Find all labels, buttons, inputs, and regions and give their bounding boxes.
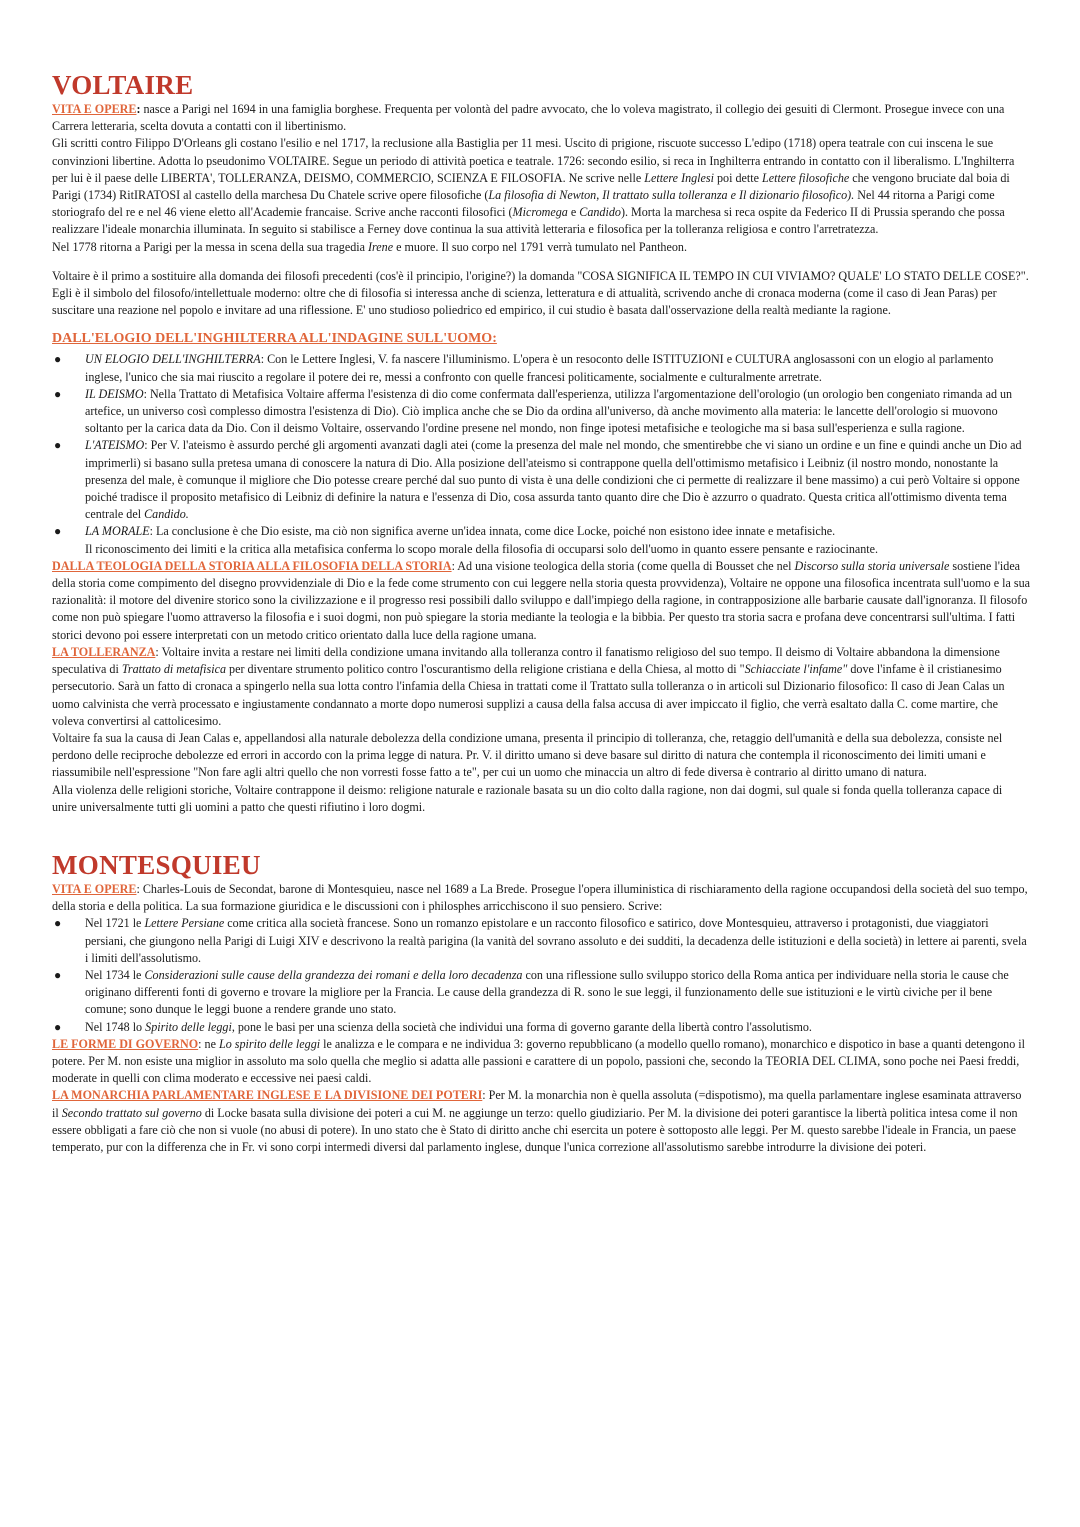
voltaire-vita-p1: VITA E OPERE: nasce a Parigi nel 1694 in una famiglia borghese. Frequenta per volontà del padre avvocato, che lo voleva magistrato, il collegio dei gesuiti di Clermont. Prosegue invece con una Carrera letteraria, scelta dovuta a contatti con il libertinismo. [52, 102, 1005, 134]
montesquieu-monarchia: LA MONARCHIA PARLAMENTARE INGLESE E LA DIVISIONE DEI POTERI: Per M. la monarchia non è quella assoluta (=dispotismo), ma quella parlamentare inglese esaminata attraverso il Secondo trattato sul governo di Locke basata sulla divisione dei poteri a cui M. ne aggiunge un terzo: quello giudiziario. Per M. la divisione dei poteri garantisce la libertà politica intesa come il non essere obbligati a fare ciò che non si vuole (no abusi di potere). In uno stato che è Stato di diritto anche chi esercita un potere è sottoposto alle leggi. Per M. questo sarebbe l'ideale in Francia, un paese temperato, pur con la differenza che in Fr. vi sono corpi intermedi diversi dal parlamento inglese, dunque l'unica correzione all'assolutismo sarebbe introdurre la divisione dei poteri. [52, 1088, 1022, 1154]
list-item: ● Nel 1734 le Considerazioni sulle cause della grandezza dei romani e della loro decadenza con una riflessione sullo sviluppo storico della Roma antica per individuare nella storia le cause che originano differenti fonti di governo e trovare la migliore per la Francia. Le cause della grandezza di R. sono le sue leggi, il funzionamento delle sue istituzioni e le virtù civiche per il bene comune; sono dunque le leggi buone a rendere grande uno stato. [54, 967, 1009, 1017]
montesquieu-forme: LE FORME DI GOVERNO: ne Lo spirito delle leggi le analizza e le compara e ne individua 3: governo repubblicano (a modello quello romano), monarchico e dispotico in base a quanti detengono il potere. Per M. non esiste una miglior in assoluto ma solo quella che meglio si adatta alle passioni e carattere di un popolo, passioni che, secondo la TEORIA DEL CLIMA, sono poche nei Paesi freddi, moderate in quelli con clima moderato e eccessive nei paesi caldi. [52, 1036, 1026, 1086]
voltaire-tolleranza-p3: Alla violenza delle religioni storiche, Voltaire contrappone il deismo: religione naturale e razionale basata su un dio colto dalla ragione, non dai dogmi, sul quale si fonda quella tolleranza capace di unire universalmente tutti gli uomini a patto che questi rifiutino i loro dogmi. [52, 782, 1003, 814]
voltaire-tolleranza: LA TOLLERANZA: Voltaire invita a restare nei limiti della condizione umana invitando alla tolleranza contro il fanatismo religioso del suo tempo. Il deismo di Voltaire abbandona la dimensione speculativa di Trattato di metafisica per diventare strumento politico contro l'oscurantismo della religione cristiana e della Chiesa, al motto di "Schiacciate l'infame" dove l'infame è il cristianesimo persecutorio. Sarà un fatto di cronaca a spingerlo nella sua lotta contro l'infamia della Chiesa in trattati come il Trattato sulla tolleranza o in articoli sul Dizionario filosofico: Il caso di Jean Calas un uomo calvinista che verrà processato e ingiustamente condannato a morte dopo numerosi supplizi a causa della falsa accusa di aver impiccato il figlio, che verrà esaltato dalla C. come martire, che voleva convertirsi al cattolicesimo. [52, 644, 1005, 728]
document-page [52, 70, 1030, 1156]
list-item: ● UN ELOGIO DELL'INGHILTERRA: Con le Lettere Inglesi, V. fa nascere l'illuminismo. L'opera è un resoconto delle ISTITUZIONI e CULTURA anglosassoni con un elogio al parlamento inglese, l'unico che sia mai riuscito a regolare il potere dei re, messi a confronto con quelle francesi politicamente, socialmente e culturalmente arretrate. [54, 352, 994, 384]
list-item: ● L'ATEISMO: Per V. l'ateismo è assurdo perché gli argomenti avanzati dagli atei (come la presenza del male nel mondo, che smentirebbe che vi siano un ordine e un fine e quindi anche un Dio ad imprimerli) si basano sulla pretesa umana di conoscere la natura di Dio. Alla posizione dell'ateismo si contrappone quella dell'ottimismo metafisico i Leibniz (il nostro mondo, nonostante la presenza del male, è comunque il migliore che Dio potesse creare perché dal suo punto di vista è una delle condizioni che ci permette di realizzare il bene massimo) a cui però Voltaire si oppone poiché tradisce il proposito metafisico di Leibniz di definire la natura e l'essenza di Dio, cosa assurda tanto quanto dire che Dio è azzurro o quadrato. Questa critica all'ottimismo diventa tema centrale del Candido. [54, 438, 1022, 522]
teologia-heading: DALLA TEOLOGIA DELLA STORIA ALLA FILOSOFIA DELLA STORIA [52, 558, 452, 573]
monarchia-heading: LA MONARCHIA PARLAMENTARE INGLESE E LA DIVISIONE DEI POTERI [52, 1088, 483, 1103]
list-item: ● Nel 1748 lo Spirito delle leggi, pone le basi per una scienza della società che individui una forma di governo garante della libertà contro l'assolutismo. [54, 1019, 812, 1034]
montesquieu-vita: VITA E OPERE: Charles-Louis de Secondat, barone di Montesquieu, nasce nel 1689 a La Brede. Prosegue l'opera illuministica di rischiaramento della ragione occupandosi della società del suo tempo, della storia e della politica. La sua formazione giuridica e le discussioni con i philosphes arricchiscono il suo pensiero. Scrive: [52, 881, 1028, 914]
voltaire-intro: Voltaire è il primo a sostituire alla domanda dei filosofi precedenti (cos'è il principio, l'origine?) la domanda "COSA SIGNIFICA IL TEMPO IN CUI VIVIAMO? QUALE' LO STATO DELLE COSE?". Egli è il simbolo del filosofo/intellettuale moderno: oltre che di filosofia si interessa anche di scienza, letteratura e di attualità, scrivendo anche di cronaca moderna (come il caso di Jean Paras) per suscitare una reazione nel popolo e invitare ad una riflessione. E' uno studioso poliedrico ed empirico, il cui studio è basata dall'osservazione della realtà mediante la ragione. [52, 268, 1029, 318]
section-heading-inghilterra: DALL'ELOGIO DELL'INGHILTERRA ALL'INDAGINE SULL'UOMO: [52, 331, 497, 347]
list-item: ● IL DEISMO: Nella Trattato di Metafisica Voltaire afferma l'esistenza di dio come confermata dall'esperienza, utilizza l'argomentazione dell'orologio (un orologio ben congeniato rimanda ad un artefice, un universo così complesso dimostra l'esistenza di Dio). Ciò implica anche che se Dio da ordina all'universo, dà anche movimento alla materia: le lancette dell'orologio si muovono soltanto per la carica data da Dio. Con il deismo Voltaire, osservando l'ordine presene nel mondo, non finge ipotesi metafisiche e teologiche ma si basa sull'esperienza e sulla ragione. [54, 386, 1013, 436]
montesquieu-works [52, 915, 1030, 1035]
voltaire-title: VOLTAIRE [52, 70, 194, 100]
voltaire-vita-heading: VITA E OPERE [52, 102, 137, 116]
voltaire-teologia: DALLA TEOLOGIA DELLA STORIA ALLA FILOSOFIA DELLA STORIA: Ad una visione teologica della storia (come quella di Bousset che nel Discorso sulla storia universale sostiene l'idea della storia come compimento del disegno provvidenziale di Dio e la fede come strumento con cui leggere nella storia questa provvidenza), Voltaire ne oppone una filosofica incentrata sull'uomo e la sua razionalità: il motore del divenire storico sono la civilizzazione e il progresso resi possibili dallo sviluppo e dall'impiego della ragione, in contrapposizione alle barbarie causate dall'ignoranza. Il filosofo come non può spiegare l'uomo attraverso la filosofia e i suoi dogmi, non può spiegare la storia mediante la teologia e la bibbia. Per questo tra storia sacra e profana deve concentrarsi sull'ultima. I fatti storici devono poi essere interpretati con un metodo critico orientato dalla luce della ragione umana. [52, 558, 1030, 642]
montesquieu-title: MONTESQUIEU [52, 849, 261, 880]
voltaire-bullets [52, 351, 1030, 557]
montesquieu-vita-heading: VITA E OPERE [52, 881, 137, 896]
list-item: ● Nel 1721 le Lettere Persiane come critica alla società francese. Sono un romanzo epistolare e un racconto filosofico e satirico, dove Montesquieu, attraverso i protagonisti, due viaggiatori persiani, che giungono nella Parigi di Luigi XIV e descrivono la realtà parigina (la vanità del sovrano assoluto e dei sudditi, la decadenza delle istituzioni e della società) in lettere ai parenti, svela i limiti dell'assolutismo. [54, 916, 1027, 965]
forme-heading: LE FORME DI GOVERNO [52, 1036, 199, 1051]
voltaire-vita-p2: Gli scritti contro Filippo D'Orleans gli costano l'esilio e nel 1717, la reclusione alla Bastiglia per 11 mesi. Uscito di prigione, riscuote successo L'edipo (1718) opera teatrale con cui inscena le sue convinzioni libertine. Adotta lo pseudonimo VOLTAIRE. Segue un periodo di attività poetica e teatrale. 1726: secondo esilio, si reca in Inghilterra entrando in contatto con il liberalismo. L'Inghilterra per lui è il paese delle LIBERTA', TOLLERANZA, DEISMO, COMMERCIO, SCIENZA E FILOSOFIA. Ne scrive nelle Lettere Inglesi poi dette Lettere filosofiche che vengono bruciate dal boia di Parigi (1734) RitIRATOSI al castello della marchesa Du Chatele scrive opere filosofiche (La filosofia di Newton, Il trattato sulla tolleranza e Il dizionario filosofico). Nel 44 ritorna a Parigi come storiografo del re e nel 46 viene eletto all'Academie francaise. Scrive anche racconti filosofici (Micromega e Candido). Morta la marchesa si reca ospite da Federico II di Prussia sperando che possa realizzare l'ideale monarchia illuminata. In seguito si stabilisce a Ferney dove continua la sua attività letteraria e filosofica per la tolleranza religiosa e contro l'arretratezza. [52, 136, 1015, 237]
voltaire-vita-p3: Nel 1778 ritorna a Parigi per la messa in scena della sua tragedia Irene e muore. Il suo corpo nel 1791 verrà tumulato nel Pantheon. [52, 239, 687, 254]
tolleranza-heading: LA TOLLERANZA [52, 644, 156, 659]
list-item-continuation: Il riconoscimento dei limiti e la critica alla metafisica conferma lo scopo morale della filosofia di occuparsi solo dell'uomo in quanto essere pensante e raziocinante. [85, 541, 879, 556]
voltaire-tolleranza-p2: Voltaire fa sua la causa di Jean Calas e, appellandosi alla naturale debolezza della condizione umana, presenta il principio di tolleranza, che, retaggio dell'umanità e della sua debolezza, consiste nel perdono delle reciproche debolezze ed errori in accordo con la prima legge di natura. Pr. V. il diritto umano si deve basare sul diritto di natura che contempla il riconoscimento dei limiti umani e riassumibile nell'espressione "Non fare agli altri quello che non vorresti fosse fatto a te", per cui un uomo che minaccia un altro di fede diversa è contrario al diritto umano di natura. [52, 730, 1003, 780]
list-item: ● LA MORALE: La conclusione è che Dio esiste, ma ciò non significa averne un'idea innata, come dice Locke, poiché non esistono idee innate e metafisiche. [54, 524, 836, 539]
